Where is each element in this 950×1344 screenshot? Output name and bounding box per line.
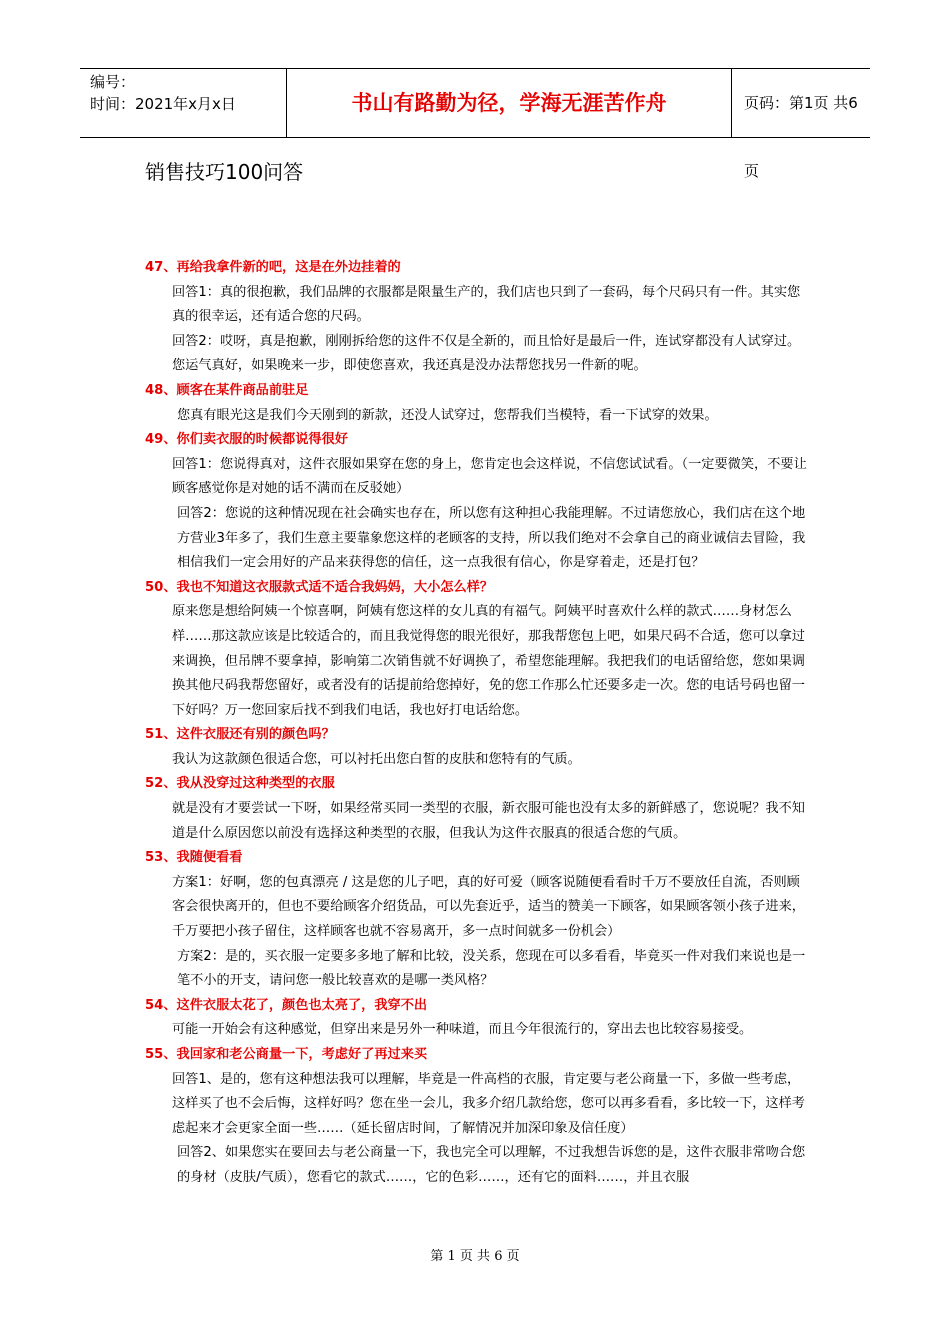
document-date: 时间：2021年x月x日	[90, 95, 236, 113]
qa-item-51	[0, 723, 950, 772]
header-meta	[80, 69, 287, 137]
question: 51、这件衣服还有别的颜色吗？	[145, 727, 335, 743]
question: 54、这件衣服太花了，颜色也太亮了，我穿不出	[145, 997, 428, 1013]
qa-item-49	[0, 428, 950, 576]
answer: 可能一开始会有这种感觉，但穿出来是另外一种味道，而且今年很流行的，穿出去也比较容易接受。	[172, 1022, 753, 1038]
question: 50、我也不知道这衣服款式适不适合我妈妈，大小怎么样？	[145, 579, 494, 595]
document-number: 编号：	[90, 73, 136, 91]
qa-item-54	[0, 994, 950, 1043]
qa-item-52	[0, 772, 950, 846]
answer: 我认为这款颜色很适合您，可以衬托出您白皙的皮肤和您特有的气质。	[172, 751, 581, 767]
page-footer: 第 1 页 共 6 页	[430, 1249, 520, 1264]
answer: 回答2：您说的这种情况现在社会确实也存在，所以您有这种担心我能理解。不过请您放心，我们店在这个地方营业3年多了，我们生意主要靠象您这样的老顾客的支持，所以我们绝对不会拿自己的商业诚信去冒险，我相信我们一定会用好的产品来获得您的信任，这一点我很有信心，你是穿着走，还是打包？	[177, 505, 806, 571]
qa-item-55	[0, 1043, 950, 1191]
qa-item-48	[0, 379, 950, 428]
question: 52、我从没穿过这种类型的衣服	[145, 776, 335, 792]
answer: 您真有眼光这是我们今天刚到的新款，还没人试穿过，您帮我们当模特，看一下试穿的效果。	[177, 407, 718, 423]
question: 48、顾客在某件商品前驻足	[145, 382, 309, 398]
document-title: 销售技巧100问答	[145, 160, 304, 184]
qa-content	[0, 256, 950, 1191]
answer: 回答1、是的，您有这种想法我可以理解，毕竟是一件高档的衣服，肯定要与老公商量一下，多做一些考虑，这样买了也不会后悔，这样好吗？您在坐一会儿，我多介绍几款给您，您可以再多看看，多比较一下，这样考虑起来才会更家全面一些……（延长留店时间，了解情况并加深印象及信任度）	[172, 1071, 805, 1136]
qa-item-47	[0, 256, 950, 379]
header-page-code: 页码：第1页 共6页	[744, 94, 858, 180]
answer: 就是没有才要尝试一下呀，如果经常买同一类型的衣服，新衣服可能也没有太多的新鲜感了，您说呢？我不知道是什么原因您以前没有选择这种类型的衣服，但我认为这件衣服真的很适合您的气质。	[172, 801, 805, 841]
answer: 原来您是想给阿姨一个惊喜啊，阿姨有您这样的女儿真的有福气。阿姨平时喜欢什么样的款式……身材怎么样……那这款应该是比较适合的，而且我觉得您的眼光很好，那我帮您包上吧，如果尺码不合适，您可以拿过来调换，但吊牌不要拿掉，影响第二次销售就不好调换了，希望您能理解。我把我们的电话留给您，您如果调换其他尺码我帮您留好，或者没有的话提前给您掉好，免的您工作那么忙还要多走一次。您的电话号码也留一下好吗？万一您回家后找不到我们电话，我也好打电话给您。	[172, 604, 805, 718]
qa-item-53	[0, 846, 950, 994]
answer: 回答2：哎呀，真是抱歉，刚刚拆给您的这件不仅是全新的，而且恰好是最后一件，连试穿都没有人试穿过。您运气真好，如果晚来一步，即使您喜欢，我还真是没办法帮您找另一件新的呢。	[172, 333, 801, 374]
answer: 回答2、如果您实在要回去与老公商量一下，我也完全可以理解，不过我想告诉您的是，这件衣服非常吻合您的身材（皮肤/气质），您看它的款式……，它的色彩……，还有它的面料……，并且衣服	[177, 1145, 806, 1185]
answer: 方案1：好啊，您的包真漂亮 / 这是您的儿子吧，真的好可爱（顾客说随便看看时千万不要放任自流，否则顾客会很快离开的，但也不要给顾客介绍货品，可以先套近乎，适当的赞美一下顾客，如果顾客领小孩子进来，千万要把小孩子留住，这样顾客也就不容易离开，多一点时间就多一份机会）	[172, 874, 805, 940]
header-motto: 书山有路勤为径，学海无涯苦作舟	[287, 69, 732, 137]
question: 53、我随便看看	[145, 850, 243, 866]
qa-item-50	[0, 576, 950, 724]
answer: 回答1：真的很抱歉，我们品牌的衣服都是限量生产的，我们店也只到了一套码，每个尺码只有一件。其实您真的很幸运，还有适合您的尺码。	[172, 284, 801, 325]
question: 55、我回家和老公商量一下，考虑好了再过来买	[145, 1047, 428, 1062]
question: 47、再给我拿件新的吧，这是在外边挂着的	[145, 260, 401, 275]
question: 49、你们卖衣服的时候都说得很好	[145, 432, 348, 448]
answer: 回答1：您说得真对，这件衣服如果穿在您的身上，您肯定也会这样说，不信您试试看。（一定要微笑，不要让顾客感觉你是对她的话不满而在反驳她）	[172, 456, 807, 497]
answer: 方案2：是的，买衣服一定要多多地了解和比较，没关系，您现在可以多看看，毕竟买一件对我们来说也是一笔不小的开支，请问您一般比较喜欢的是哪一类风格？	[177, 948, 806, 989]
